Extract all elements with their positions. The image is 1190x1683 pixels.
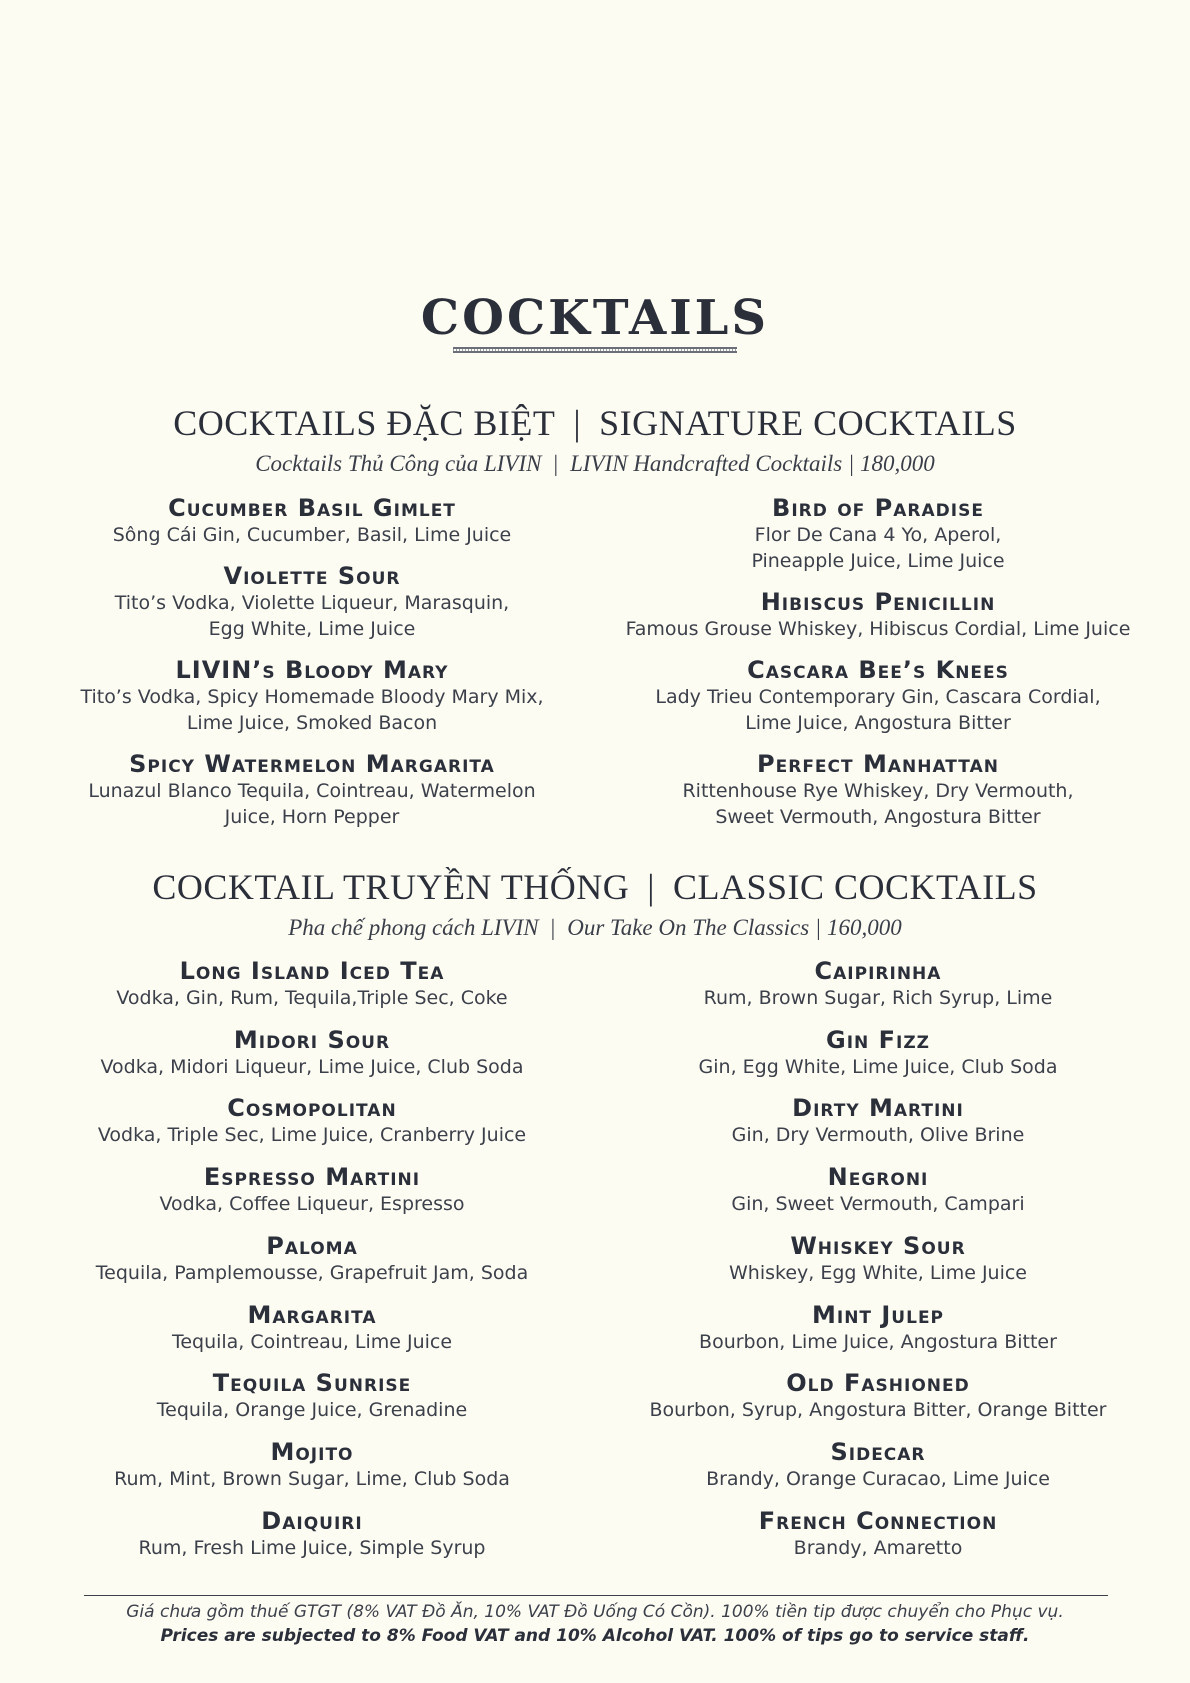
heading-divider: | xyxy=(647,867,655,907)
cocktail-ingredients: Famous Grouse Whiskey, Hibiscus Cordial, Lime Juice xyxy=(625,618,1131,640)
cocktail-ingredients: Gin, Sweet Vermouth, Campari xyxy=(731,1193,1025,1216)
signature-heading-vi: COCKTAILS ĐẶC BIỆT xyxy=(173,403,556,443)
signature-heading xyxy=(0,402,1190,444)
signature-heading-en: SIGNATURE COCKTAILS xyxy=(599,403,1017,443)
menu-item xyxy=(598,1439,1158,1492)
classic-heading xyxy=(0,866,1190,908)
cocktail-ingredients: Vodka, Coffee Liqueur, Espresso xyxy=(159,1193,465,1216)
menu-item xyxy=(598,1164,1158,1217)
classic-sub-en: Our Take On The Classics | 160,000 xyxy=(567,915,902,940)
menu-item xyxy=(32,1370,592,1423)
heading-divider: | xyxy=(573,403,582,443)
cocktail-ingredients: Lady Trieu Contemporary Gin, Cascara Cordial, xyxy=(655,686,1101,708)
cocktail-ingredients: Tito’s Vodka, Violette Liqueur, Marasquin, xyxy=(114,592,510,614)
cocktail-name: Cascara Bee’s Knees xyxy=(747,656,1009,684)
cocktail-name: Long Island Iced Tea xyxy=(179,957,445,985)
cocktail-name: Hibiscus Penicillin xyxy=(760,588,996,616)
cocktail-name: Caipirinha xyxy=(814,957,942,985)
menu-item xyxy=(598,1095,1158,1148)
signature-sub-en: LIVIN Handcrafted Cocktails | 180,000 xyxy=(570,451,935,476)
cocktail-ingredients: Gin, Egg White, Lime Juice, Club Soda xyxy=(698,1055,1058,1078)
cocktail-name: Cucumber Basil Gimlet xyxy=(168,494,456,522)
cocktail-ingredients: Gin, Dry Vermouth, Olive Brine xyxy=(731,1124,1025,1147)
cocktail-ingredients: Bourbon, Syrup, Angostura Bitter, Orange Bitter xyxy=(649,1399,1107,1422)
classic-heading-en: CLASSIC COCKTAILS xyxy=(672,867,1038,907)
cocktail-name: Spicy Watermelon Margarita xyxy=(129,750,495,778)
footer-note-en: Prices are subjected to 8% Food VAT and 10% Alcohol VAT. 100% of tips go to service staff. xyxy=(160,1626,1030,1646)
cocktail-ingredients: Lime Juice, Angostura Bitter xyxy=(745,712,1011,734)
cocktail-ingredients: Sweet Vermouth, Angostura Bitter xyxy=(715,806,1041,828)
cocktail-ingredients: Brandy, Amaretto xyxy=(793,1536,963,1559)
menu-item xyxy=(598,589,1158,642)
cocktail-name: Margarita xyxy=(247,1300,377,1329)
cocktail-name: Negroni xyxy=(827,1163,929,1192)
cocktail-name: Sidecar xyxy=(830,1437,926,1466)
menu-item xyxy=(32,495,592,548)
cocktail-ingredients: Whiskey, Egg White, Lime Juice xyxy=(729,1261,1027,1284)
menu-item xyxy=(598,1302,1158,1355)
menu-item xyxy=(32,1233,592,1286)
menu-item xyxy=(598,657,1158,736)
menu-item xyxy=(598,1233,1158,1286)
menu-item xyxy=(598,751,1158,830)
cocktail-name: Paloma xyxy=(266,1231,358,1260)
cocktail-ingredients: Rum, Fresh Lime Juice, Simple Syrup xyxy=(138,1536,486,1559)
classic-heading-vi: COCKTAIL TRUYỀN THỐNG xyxy=(152,867,630,907)
menu-item xyxy=(598,495,1158,574)
cocktail-ingredients: Vodka, Triple Sec, Lime Juice, Cranberry Juice xyxy=(97,1124,527,1147)
cocktail-ingredients: Vodka, Gin, Rum, Tequila,Triple Sec, Coke xyxy=(116,987,508,1009)
cocktail-name: Perfect Manhattan xyxy=(757,750,999,778)
menu-item xyxy=(32,1164,592,1217)
menu-item xyxy=(32,1027,592,1080)
menu-item xyxy=(598,1027,1158,1080)
footer-divider xyxy=(84,1595,1108,1596)
menu-item xyxy=(32,1508,592,1561)
menu-item xyxy=(32,657,592,736)
cocktail-ingredients: Tequila, Cointreau, Lime Juice xyxy=(171,1330,453,1353)
cocktail-name: Midori Sour xyxy=(233,1025,391,1054)
title-underline xyxy=(453,347,737,353)
cocktail-name: Mojito xyxy=(270,1437,354,1466)
cocktail-name: Tequila Sunrise xyxy=(212,1369,412,1398)
cocktail-ingredients: Rittenhouse Rye Whiskey, Dry Vermouth, xyxy=(682,780,1074,802)
cocktail-ingredients: Rum, Mint, Brown Sugar, Lime, Club Soda xyxy=(114,1467,510,1490)
menu-item xyxy=(32,1302,592,1355)
cocktail-name: Cosmopolitan xyxy=(227,1094,397,1123)
cocktail-name: French Connection xyxy=(758,1506,998,1535)
menu-item xyxy=(32,958,592,1011)
cocktail-ingredients: Brandy, Orange Curacao, Lime Juice xyxy=(706,1467,1050,1490)
menu-item xyxy=(32,1095,592,1148)
classic-subheading xyxy=(0,915,1190,941)
cocktail-name: Daiquiri xyxy=(261,1506,363,1535)
subheading-divider: | xyxy=(550,915,556,940)
signature-sub-vi: Cocktails Thủ Công của LIVIN xyxy=(255,451,542,476)
classic-sub-vi: Pha chế phong cách LIVIN xyxy=(288,915,539,940)
cocktail-name: Violette Sour xyxy=(223,562,401,590)
cocktail-ingredients: Tequila, Orange Juice, Grenadine xyxy=(156,1399,468,1422)
cocktail-name: Dirty Martini xyxy=(792,1094,964,1123)
cocktail-ingredients: Bourbon, Lime Juice, Angostura Bitter xyxy=(699,1330,1057,1353)
cocktail-ingredients: Egg White, Lime Juice xyxy=(208,618,416,640)
cocktail-ingredients: Vodka, Midori Liqueur, Lime Juice, Club Soda xyxy=(100,1055,524,1078)
cocktail-name: Old Fashioned xyxy=(786,1369,970,1398)
cocktail-ingredients: Flor De Cana 4 Yo, Aperol, xyxy=(754,524,1002,546)
subheading-divider: | xyxy=(553,451,559,476)
cocktail-ingredients: Sông Cái Gin, Cucumber, Basil, Lime Juice xyxy=(112,524,512,546)
cocktail-ingredients: Pineapple Juice, Lime Juice xyxy=(751,550,1005,572)
menu-item xyxy=(32,563,592,642)
cocktail-name: Gin Fizz xyxy=(826,1025,930,1054)
cocktail-name: LIVIN’s Bloody Mary xyxy=(175,656,449,684)
menu-item xyxy=(598,1508,1158,1561)
cocktail-name: Bird of Paradise xyxy=(772,494,984,522)
cocktail-ingredients: Juice, Horn Pepper xyxy=(224,806,400,828)
cocktail-ingredients: Tequila, Pamplemousse, Grapefruit Jam, Soda xyxy=(95,1261,529,1284)
page-title: COCKTAILS xyxy=(420,290,770,346)
cocktail-name: Whiskey Sour xyxy=(790,1231,966,1260)
cocktail-ingredients: Lunazul Blanco Tequila, Cointreau, Watermelon xyxy=(88,780,536,802)
signature-subheading xyxy=(0,451,1190,477)
menu-item xyxy=(598,958,1158,1011)
menu-item xyxy=(598,1370,1158,1423)
cocktail-ingredients: Rum, Brown Sugar, Rich Syrup, Lime xyxy=(703,987,1053,1009)
cocktail-name: Mint Julep xyxy=(811,1300,945,1329)
cocktail-ingredients: Tito’s Vodka, Spicy Homemade Bloody Mary Mix, xyxy=(80,686,544,708)
menu-item xyxy=(32,751,592,830)
cocktail-name: Espresso Martini xyxy=(203,1163,421,1192)
cocktail-ingredients: Lime Juice, Smoked Bacon xyxy=(186,712,438,734)
menu-item xyxy=(32,1439,592,1492)
footer-note-vi: Giá chưa gồm thuế GTGT (8% VAT Đồ Ăn, 10% VAT Đồ Uống Có Cồn). 100% tiền tip được chuyển cho Phục vụ. xyxy=(126,1602,1064,1622)
